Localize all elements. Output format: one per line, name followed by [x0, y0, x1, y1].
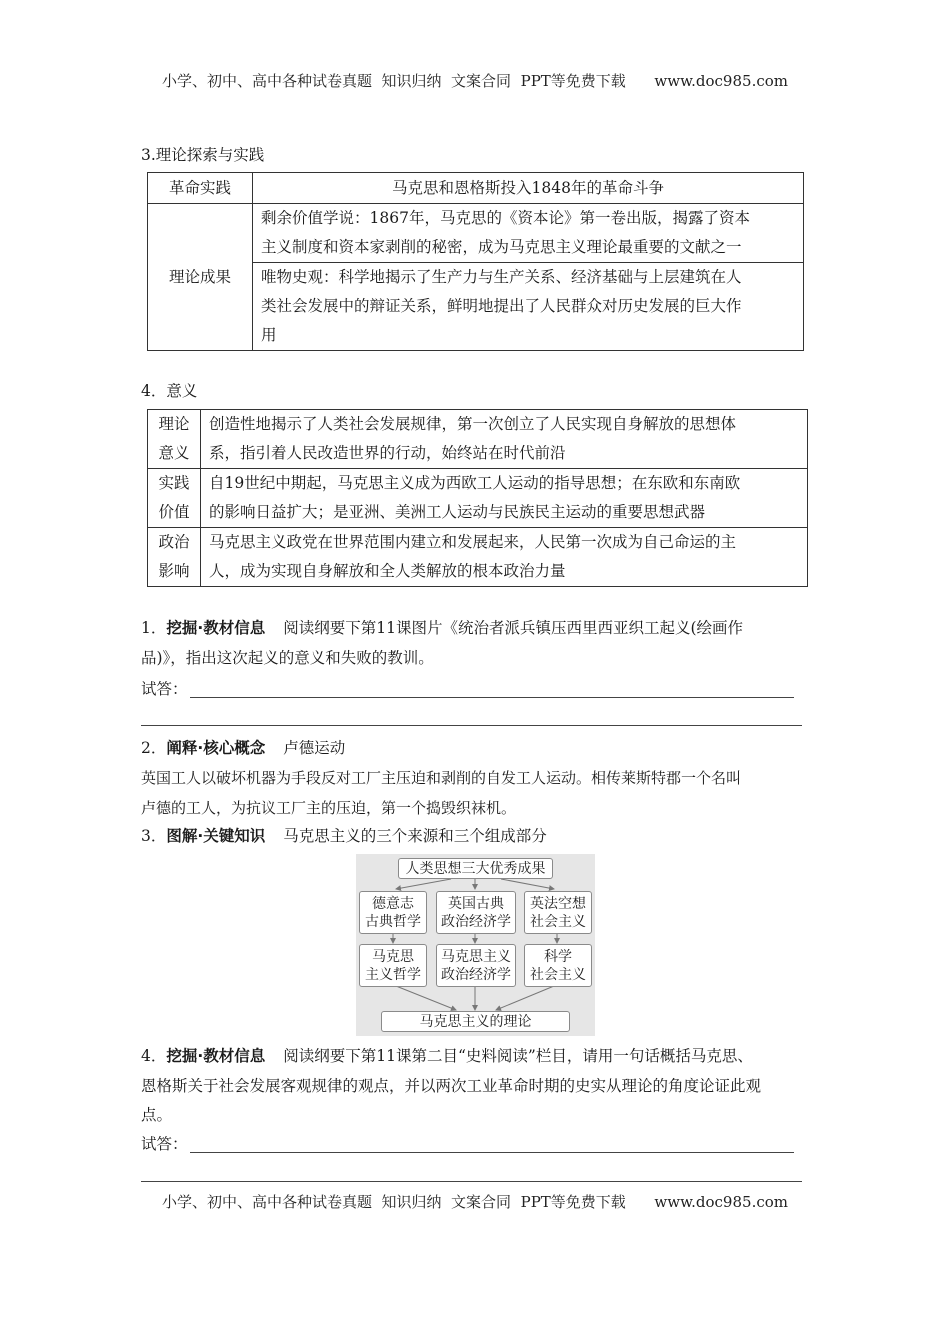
question-heading: 挖掘·教材信息	[166, 619, 266, 637]
answer-line[interactable]	[190, 1152, 794, 1153]
question-number: 2．	[141, 739, 167, 757]
table-row	[148, 469, 808, 528]
section-3-title: 3.理论探索与实践	[141, 146, 265, 164]
diagram-part-box	[359, 944, 427, 987]
box-line: 马克思	[372, 948, 414, 965]
box-line: 科学	[544, 948, 572, 965]
surplus-value-cell	[253, 204, 804, 263]
question-number: 1．	[141, 619, 167, 637]
question-heading: 图解·关键知识	[166, 827, 266, 845]
box-line: 政治经济学	[441, 913, 511, 930]
row-content	[201, 469, 808, 528]
row-content	[201, 410, 808, 469]
row-label-line: 实践	[158, 474, 190, 492]
row-label	[148, 469, 201, 528]
row-label-line: 影响	[158, 562, 190, 580]
row-content-line: 自19世纪中期起，马克思主义成为西欧工人运动的指导思想；在东欧和东南欧	[209, 474, 741, 492]
question-number: 4．	[141, 1047, 167, 1065]
box-line: 古典哲学	[365, 913, 421, 930]
section-4-title: 4．意义	[141, 382, 198, 400]
diagram-bottom-box: 马克思主义的理论	[381, 1011, 570, 1032]
diagram-source-box	[524, 891, 592, 934]
question-text: 阅读纲要下第11课图片《统治者派兵镇压西里西亚织工起义(绘画作	[283, 619, 744, 637]
question-1	[141, 617, 743, 639]
historical-materialism-cell	[253, 263, 804, 351]
question-topic: 卢德运动	[283, 739, 346, 757]
practice-label: 革命实践	[148, 173, 253, 204]
luddite-text-line-2: 卢德的工人，为抗议工厂主的压迫，第一个捣毁织袜机。	[141, 799, 517, 817]
diagram-part-box	[524, 944, 592, 987]
practice-table	[147, 172, 804, 351]
page-footer: 小学、初中、高中各种试卷真题 知识归纳 文案合同 PPT等免费下载 www.doc985.com	[161, 1193, 788, 1211]
luddite-text-line-1: 英国工人以破坏机器为手段反对工厂主压迫和剥削的自发工人运动。相传莱斯特郡一个名叫	[141, 769, 742, 787]
surplus-value-line-2: 主义制度和资本家剥削的秘密，成为马克思主义理论最重要的文献之一	[261, 238, 742, 256]
arrow	[496, 986, 554, 1010]
materialism-line-1: 唯物史观：科学地揭示了生产力与生产关系、经济基础与上层建筑在人	[261, 268, 742, 286]
materialism-line-2: 类社会发展中的辩证关系，鲜明地提出了人民群众对历史发展的巨大作	[261, 297, 742, 315]
marxism-diagram	[356, 854, 595, 1036]
box-line: 英法空想	[530, 895, 586, 912]
row-content-line: 马克思主义政党在世界范围内建立和发展起来，人民第一次成为自己命运的主	[209, 533, 737, 551]
diagram-top-box: 人类思想三大优秀成果	[398, 858, 553, 879]
box-line: 马克思主义	[441, 948, 511, 965]
row-content-line: 的影响日益扩大；是亚洲、美洲工人运动与民族民主运动的重要思想武器	[209, 503, 706, 521]
answer-line[interactable]	[141, 1181, 802, 1182]
arrow	[396, 879, 451, 889]
row-content-line: 创造性地揭示了人类社会发展规律，第一次创立了人民实现自身解放的思想体	[209, 415, 737, 433]
arrow	[396, 986, 456, 1010]
question-1-line-2: 品)》，指出这次起义的意义和失败的教训。	[141, 649, 434, 667]
answer-label: 试答：	[141, 680, 188, 698]
achievement-label: 理论成果	[148, 204, 253, 351]
row-content-line: 系，指引着人民改造世界的行动，始终站在时代前沿	[209, 444, 566, 462]
diagram-source-box	[436, 891, 516, 934]
row-content	[201, 528, 808, 587]
box-line: 社会主义	[530, 966, 586, 983]
practice-content: 马克思和恩格斯投入1848年的革命斗争	[253, 173, 804, 204]
row-label	[148, 528, 201, 587]
question-number: 3．	[141, 827, 167, 845]
row-label-line: 意义	[158, 444, 190, 462]
answer-line[interactable]	[190, 697, 794, 698]
diagram-source-box	[359, 891, 427, 934]
surplus-value-line-1: 剩余价值学说：1867年，马克思的《资本论》第一卷出版，揭露了资本	[261, 209, 750, 227]
question-topic: 马克思主义的三个来源和三个组成部分	[283, 827, 547, 845]
box-line: 主义哲学	[365, 966, 421, 983]
question-4-line-2: 恩格斯关于社会发展客观规律的观点，并以两次工业革命时期的史实从理论的角度论证此观	[141, 1077, 762, 1095]
materialism-line-3: 用	[261, 326, 277, 344]
question-text: 阅读纲要下第11课第二目“史料阅读”栏目，请用一句话概括马克思、	[283, 1047, 753, 1065]
page-header: 小学、初中、高中各种试卷真题 知识归纳 文案合同 PPT等免费下载 www.doc985.com	[161, 72, 788, 90]
question-2	[141, 737, 345, 759]
table-row	[148, 528, 808, 587]
row-label-line: 价值	[158, 503, 190, 521]
row-content-line: 人，成为实现自身解放和全人类解放的根本政治力量	[209, 562, 566, 580]
box-line: 政治经济学	[441, 966, 511, 983]
question-4-line-3: 点。	[141, 1106, 173, 1124]
box-line: 德意志	[372, 895, 414, 912]
box-line: 社会主义	[530, 913, 586, 930]
question-3	[141, 825, 547, 847]
answer-line[interactable]	[141, 725, 802, 726]
significance-table	[147, 409, 808, 587]
box-line: 英国古典	[448, 895, 504, 912]
question-4	[141, 1045, 753, 1067]
row-label	[148, 410, 201, 469]
diagram-part-box	[436, 944, 516, 987]
row-label-line: 理论	[158, 415, 190, 433]
arrow	[501, 879, 554, 889]
question-heading: 阐释·核心概念	[166, 739, 266, 757]
row-label-line: 政治	[158, 533, 190, 551]
question-heading: 挖掘·教材信息	[166, 1047, 266, 1065]
table-row	[148, 410, 808, 469]
answer-label: 试答：	[141, 1135, 188, 1153]
